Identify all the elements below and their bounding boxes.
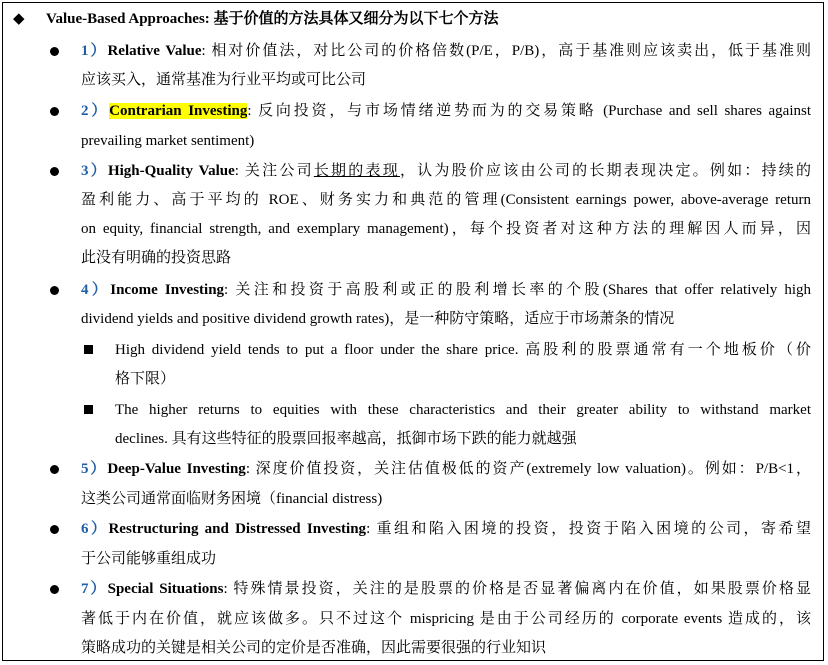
sub-list-item-continuation xyxy=(0,424,828,454)
list-item xyxy=(0,96,828,126)
list-item-continuation xyxy=(0,65,828,95)
list-item xyxy=(0,156,828,186)
item-6-line-1 xyxy=(81,514,811,544)
list-item-continuation xyxy=(0,214,828,244)
list-item-continuation xyxy=(0,544,828,574)
section-header xyxy=(0,4,828,34)
sub-item-2-line-2: declines. 具有这些特征的股票回报率越高，抵御市场下跌的能力就越强 xyxy=(115,431,577,447)
item-4-line-1 xyxy=(81,275,811,305)
square-bullet-icon xyxy=(84,345,93,354)
item-1-line-2: 应该买入，通常基准为行业平均或可比公司 xyxy=(81,72,367,88)
list-item xyxy=(0,454,828,484)
item-3-line-2: 盈利能力、高于平均的 ROE、财务实力和典范的管理(Consistent earnings power, above-average return xyxy=(81,192,811,208)
item-term: Special Situations xyxy=(107,581,224,597)
section-title: Value-Based Approaches: xyxy=(46,11,210,27)
section-subtitle: 基于价值的方法具体又细分为以下七个方法 xyxy=(213,11,499,27)
item-3-line-3: on equity, financial strength, and exemplary management)，每个投资者对这种方法的理解因人而异，因 xyxy=(81,221,811,237)
item-7-line-1 xyxy=(81,574,811,604)
list-item-continuation xyxy=(0,484,828,514)
list-item-continuation xyxy=(0,126,828,156)
sub-item-1-line-2: 格下限） xyxy=(115,371,176,387)
item-7-line-3: 策略成功的关键是相关公司的定价是否准确，因此需要很强的行业知识 xyxy=(81,640,547,656)
item-7-line-2: 著低于内在价值，就应该做多。只不过这个 mispricing 是由于公司经历的 corporate events 造成的，该 xyxy=(81,611,811,627)
item-number: 6） xyxy=(81,521,109,537)
item-term-highlighted: Contrarian Investing xyxy=(109,103,248,119)
item-text: : 相对价值法，对比公司的价格倍数(P/E，P/B)，高于基准则应该卖出，低于基准则 xyxy=(201,43,811,59)
item-number: 4） xyxy=(81,282,111,298)
item-term: Relative Value xyxy=(107,43,202,59)
list-item xyxy=(0,574,828,604)
item-2-line-2: prevailing market sentiment) xyxy=(81,133,255,149)
item-text: : 关注公司 xyxy=(234,163,314,179)
item-number: 2） xyxy=(81,103,110,119)
item-3-line-4: 此没有明确的投资思路 xyxy=(81,250,232,266)
list-item xyxy=(0,36,828,66)
item-4-line-2: dividend yields and positive dividend growth rates)，是一种防守策略，适应于市场萧条的情况 xyxy=(81,311,675,327)
item-number: 3） xyxy=(81,163,108,179)
bullet-dot-icon xyxy=(50,465,59,474)
bullet-dot-icon xyxy=(50,286,59,295)
item-text: : 关注和投资于高股利或正的股利增长率的个股(Shares that offer relatively high xyxy=(224,282,811,298)
list-item-continuation xyxy=(0,243,828,273)
sub-list-item xyxy=(0,335,828,365)
item-number: 7） xyxy=(81,581,108,597)
square-bullet-icon xyxy=(84,405,93,414)
sub-item-1-line-1: High dividend yield tends to put a floor under the share price. 高股利的股票通常有一个地板价（价 xyxy=(115,342,811,358)
item-2-line-1 xyxy=(81,96,811,126)
black-diamond-icon: ◆ xyxy=(13,11,25,27)
sub-list-item xyxy=(0,395,828,425)
item-number: 1） xyxy=(81,43,108,59)
item-text: : 特殊情景投资，关注的是股票的价格是否显著偏离内在价值，如果股票价格显 xyxy=(223,581,811,597)
item-term: Restructuring and Distressed Investing xyxy=(108,521,367,537)
item-6-line-2: 于公司能够重组成功 xyxy=(81,551,217,567)
list-item-continuation xyxy=(0,604,828,634)
item-5-line-1 xyxy=(81,454,811,484)
sub-list-item-continuation xyxy=(0,364,828,394)
item-1-line-1 xyxy=(81,36,811,66)
bullet-dot-icon xyxy=(50,167,59,176)
bullet-dot-icon xyxy=(50,107,59,116)
item-5-line-2: 这类公司通常面临财务困境（financial distress) xyxy=(81,491,383,507)
item-text: : 深度价值投资，关注估值极低的资产(extremely low valuation)。例如：P/B<1， xyxy=(245,461,811,477)
item-3-line-1 xyxy=(81,156,811,186)
section-title-line xyxy=(46,4,499,34)
item-text: : 重组和陷入困境的投资，投资于陷入困境的公司，寄希望 xyxy=(366,521,811,537)
item-term: Deep-Value Investing xyxy=(107,461,246,477)
item-term: Income Investing xyxy=(110,282,225,298)
item-text-underlined: 长期的表现 xyxy=(313,163,400,179)
list-item xyxy=(0,514,828,544)
list-item-continuation xyxy=(0,304,828,334)
item-term: High-Quality Value xyxy=(107,163,235,179)
bullet-dot-icon xyxy=(50,585,59,594)
bullet-dot-icon xyxy=(50,47,59,56)
list-item-continuation xyxy=(0,633,828,663)
bullet-dot-icon xyxy=(50,525,59,534)
list-item xyxy=(0,275,828,305)
list-item-continuation xyxy=(0,185,828,215)
item-number: 5） xyxy=(81,461,108,477)
item-text: ，认为股价应该由公司的长期表现决定。例如：持续的 xyxy=(399,163,811,179)
sub-item-2-line-1: The higher returns to equities with these characteristics and their greater ability to withstand market xyxy=(115,402,811,418)
item-text: : 反向投资，与市场情绪逆势而为的交易策略 (Purchase and sell shares against xyxy=(247,103,811,119)
